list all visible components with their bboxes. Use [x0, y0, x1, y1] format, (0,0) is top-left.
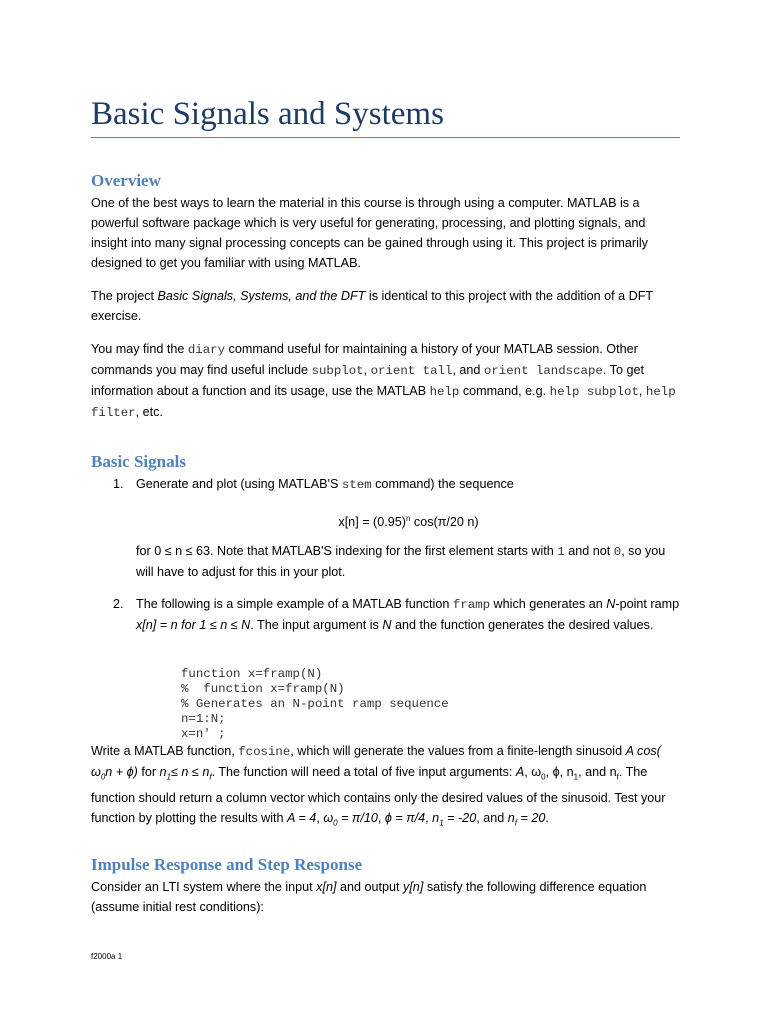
code-help-filter: help filter — [91, 385, 676, 420]
page-title: Basic Signals and Systems — [91, 96, 444, 132]
code-orient-landscape: orient landscape — [483, 364, 603, 378]
code-diary: diary — [187, 343, 226, 357]
code-block-framp — [181, 667, 449, 742]
list-item-1-detail: for 0 ≤ n ≤ 63. Note that MATLAB'S indexing for the first element starts with 1 and not 0, so you will have to adjust for this in your plot. — [136, 544, 666, 579]
overview-paragraph-3: You may find the diary command useful for maintaining a history of your MATLAB session. Other commands you may find useful include subplot, orient tall, and orient landscape. To get information about a function and its usage, use the MATLAB help command, e.g. help subplot, help filter, etc. — [91, 342, 676, 420]
code-line: x=n' ; — [181, 727, 226, 741]
list-item-number-1: 1. — [113, 477, 124, 491]
code-framp: framp — [452, 598, 491, 612]
code-line: % function x=framp(N) — [181, 682, 345, 696]
list-item-1-text: Generate and plot (using MATLAB'S stem command) the sequence — [136, 477, 514, 492]
code-line: % Generates an N-point ramp sequence — [181, 697, 449, 711]
code-line: function x=framp(N) — [181, 667, 323, 681]
code-fcosine: fcosine — [238, 745, 291, 759]
overview-paragraph-2: The project Basic Signals, Systems, and the DFT is identical to this project with the addition of a DFT exercise. — [91, 289, 653, 323]
list-item-number-2: 2. — [113, 597, 124, 611]
code-orient-tall: orient tall — [370, 364, 453, 378]
fcosine-paragraph: Write a MATLAB function, fcosine, which will generate the values from a finite-length sinusoid A cos( $\omega_0n + \phi$) for $n_1\le n \le n_f$. The function will need a total of five input arguments: A, $\omega_0$, ϕ, $n_1$, and $n_f$. The function should return a column vector which contains only the desired values of the sinusoid. Test your function by plotting the results with A = 4, $\omega_0 = \pi/10$, ϕ = π/4, $n_1 = -20$, and $n_f = 20$. — [91, 744, 666, 828]
code-line: n=1:N; — [181, 712, 226, 726]
code-subplot: subplot — [311, 364, 364, 378]
code-help: help — [429, 385, 460, 399]
list-item-2-text: The following is a simple example of a MATLAB function framp which generates an N-point ramp x[n] = n for 1 ≤ n ≤ N. The input argument is N and the function generates the desired values. — [136, 597, 680, 632]
title-divider — [91, 137, 680, 138]
code-stem: stem — [341, 478, 372, 492]
basic-signals-heading: Basic Signals — [91, 452, 186, 471]
sequence-equation: $x[n] = (0.95)^n$ cos(π/20 n) — [338, 514, 479, 530]
overview-paragraph-1: One of the best ways to learn the material in this course is through using a computer. MATLAB is a powerful software package which is very useful for generating, processing, and plotting signals, and insight into many signal processing concepts can be gained through using it. This project is primarily designed to get you familiar with using MATLAB. — [91, 196, 648, 270]
impulse-response-heading: Impulse Response and Step Response — [91, 855, 363, 874]
code-help-subplot: help subplot — [549, 385, 639, 399]
page-footer: f2000a 1 — [91, 952, 123, 961]
impulse-paragraph: Consider an LTI system where the input x[n] and output y[n] satisfy the following difference equation (assume initial rest conditions): — [91, 880, 647, 914]
overview-heading: Overview — [91, 171, 161, 190]
